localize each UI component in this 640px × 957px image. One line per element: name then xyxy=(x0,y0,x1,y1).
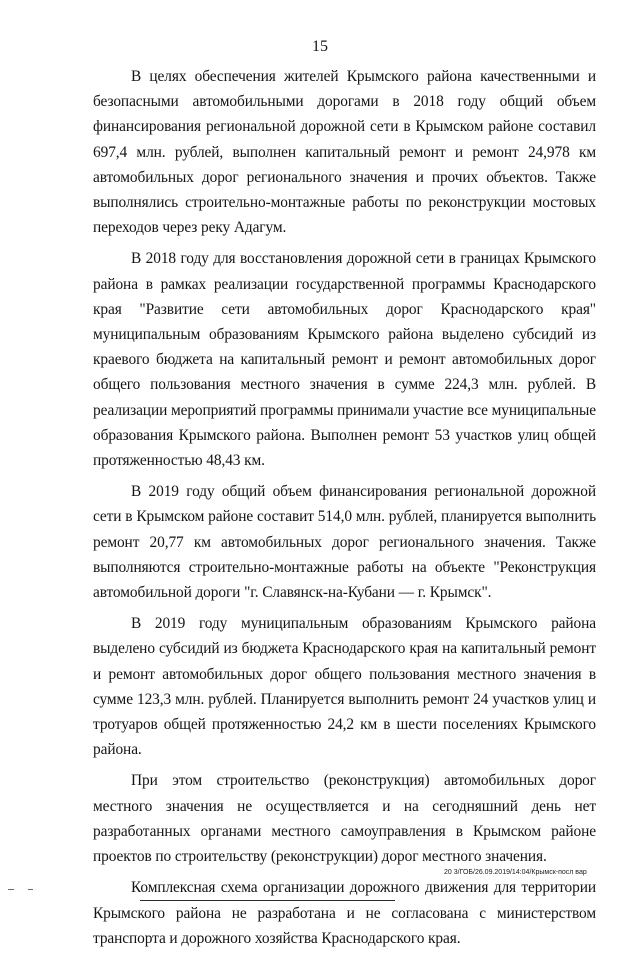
scan-artifact-dash xyxy=(8,889,14,890)
scan-artifact-dash xyxy=(28,889,33,890)
paragraph-traffic-scheme: Комплексная схема организации дорожного движения для территории Крымского района не разработана и не согласована с министерством транспорта и дорожного хозяйства Краснодарского края. xyxy=(93,879,596,947)
footer-document-code: 20 3/ГОБ/26.09.2019/14:04/Крымск-посл вар xyxy=(444,869,587,876)
paragraph-local-road-construction: При этом строительство (реконструкция) автомобильных дорог местного значения не осуществляется и на сегодняшний день нет разработанных органами местного самоуправления в Крымском районе проектов по строительству (реконструкции) дорог местного значения. xyxy=(93,772,596,866)
page-number: 15 xyxy=(312,38,328,55)
paragraph-subsidies-2019: В 2019 году муниципальным образованиям Крымского района выделено субсидий из бюджета Краснодарского края на капитальный ремонт и ремонт автомобильных дорог общего пользования местного значения в сумме 123,3 млн. рублей. Планируется выполнить ремонт 24 участков улиц и тротуаров общей протяженностью 24,2 км в шести поселениях Крымского района. xyxy=(93,615,596,759)
paragraph-road-financing-2018: В целях обеспечения жителей Крымского района качественными и безопасными автомобильными дорогами в 2018 году общий объем финансирования региональной дорожной сети в Крымском районе составил 697,4 млн. рублей, выполнен капитальный ремонт и ремонт 24,978 км автомобильных дорог регионального значения и прочих объектов. Также выполнялись строительно-монтажные работы по реконструкции мостовых переходов через реку Адагум. xyxy=(93,68,596,237)
scan-artifact-line xyxy=(140,900,395,901)
paragraph-road-restoration-2018: В 2018 году для восстановления дорожной сети в границах Крымского района в рамках реализации государственной программы Краснодарского края "Развитие сети автомобильных дорог Краснодарского края" муниципальным образованиям Крымского района выделено субсидий из краевого бюджета на капитальный ремонт и ремонт автомобильных дорог общего пользования местного значения в сумме 224,3 млн. рублей. В реализации мероприятий программы принимали участие все муниципальные образования Крымского района. Выполнен ремонт 53 участков улиц общей протяженностью 48,43 км. xyxy=(93,250,596,470)
document-body xyxy=(93,64,596,957)
paragraph-road-financing-2019: В 2019 году общий объем финансирования региональной дорожной сети в Крымском районе составит 514,0 млн. рублей, планируется выполнить ремонт 20,77 км автомобильных дорог регионального значения. Также выполняются строительно-монтажные работы на объекте "Реконструкция автомобильной дороги "г. Славянск-на-Кубани — г. Крымск". xyxy=(93,483,596,602)
